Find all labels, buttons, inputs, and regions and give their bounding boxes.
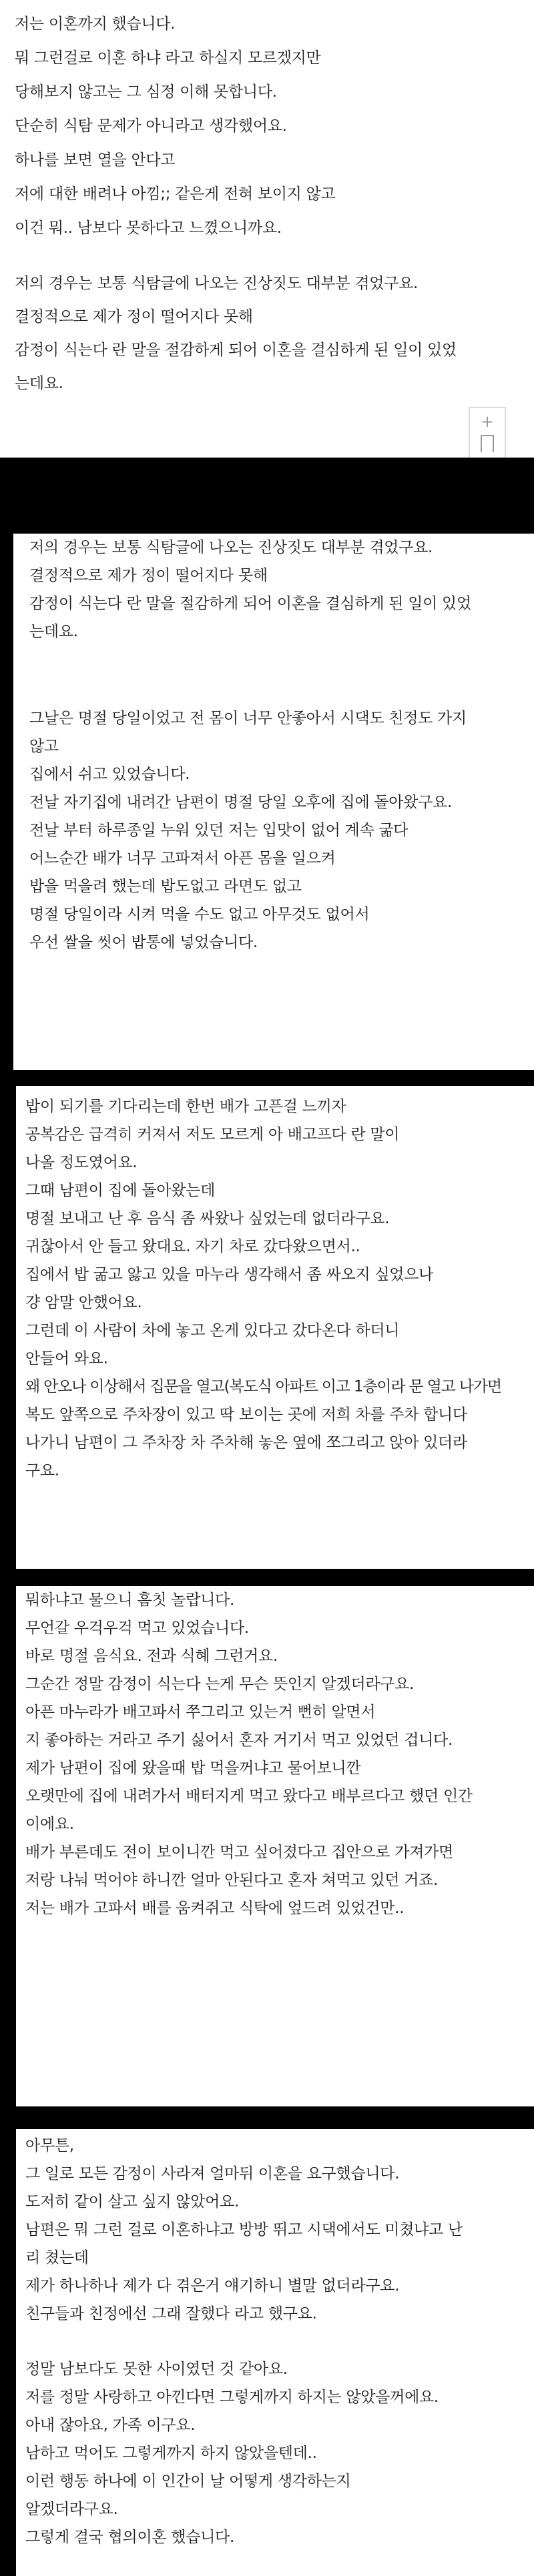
- text-line: 밥을 먹을려 했는데 밥도없고 라면도 없고: [29, 878, 302, 895]
- text-line: 친구들과 친정에선 그래 잘했다 라고 했구요.: [25, 2305, 317, 2323]
- text-line: 나가니 남편이 그 주차장 차 주차해 놓은 옆에 쪼그리고 앉아 있더라: [25, 1434, 467, 1451]
- text-line: 그 일로 모든 감정이 사라져 얼마뒤 이혼을 요구했습니다.: [25, 2165, 400, 2182]
- bookmark-add-button[interactable]: [469, 407, 506, 458]
- text-line: 우선 쌀을 씻어 밥통에 넣었습니다.: [29, 934, 258, 951]
- text-line: 남하고 먹어도 그렇게까지 하지 않았을텐데..: [25, 2445, 317, 2462]
- text-line: 공복감은 급격히 커져서 저도 모르게 아 배고프다 란 말이: [25, 1126, 400, 1143]
- text-line: 걍 암말 안했어요.: [25, 1294, 142, 1311]
- text-line: 저의 경우는 보통 식탐글에 나오는 진상짓도 대부분 겪었구요.: [15, 275, 419, 292]
- text-line: 아내 잖아요, 가족 이구요.: [25, 2417, 196, 2434]
- text-line: 뭐하냐고 물으니 흠칫 놀랍니다.: [25, 1591, 234, 1609]
- text-line: 전날 부터 하루종일 누워 있던 저는 입맛이 없어 계속 굶다: [29, 822, 409, 839]
- text-line: 않고: [29, 738, 59, 755]
- text-line: 아픈 마누라가 배고파서 쭈그리고 있는거 뻔히 알면서: [25, 1704, 376, 1721]
- text-line: 알겠더라구요.: [25, 2501, 118, 2518]
- text-line: 제가 하나하나 제가 다 겪은거 얘기하니 별말 없더라구요.: [25, 2277, 400, 2295]
- text-line: 결정적으로 제가 정이 떨어지다 못해: [15, 308, 253, 326]
- text-line: 오랫만에 집에 내려가서 배터지게 먹고 왔다고 배부르다고 했던 인간: [25, 1788, 473, 1805]
- text-line: 저를 정말 사랑하고 아낀다면 그렇게까지 하지는 않았을꺼에요.: [25, 2389, 439, 2406]
- text-line: 명절 당일이라 시켜 먹을 수도 없고 아무것도 없어서: [29, 906, 370, 923]
- text-line: 당해보지 않고는 그 심정 이해 못합니다.: [15, 83, 277, 101]
- post-panel-2: [13, 534, 534, 1070]
- text-line: 감정이 식는다 란 말을 절감하게 되어 이혼을 결심하게 된 일이 있었: [15, 342, 457, 359]
- text-line: 복도 앞쪽으로 주차장이 있고 딱 보이는 곳에 저희 차를 주차 합니다: [25, 1406, 467, 1423]
- text-line: 감정이 식는다 란 말을 절감하게 되어 이혼을 결심하게 된 일이 있었: [29, 595, 471, 612]
- post-panel-1: [0, 0, 534, 458]
- text-line: 저는 이혼까지 했습니다.: [15, 15, 176, 33]
- text-line: 이런 행동 하나에 이 인간이 날 어떻게 생각하는지: [25, 2473, 351, 2490]
- text-line: 이건 뭐.. 남보다 못하다고 느꼈으니까요.: [15, 219, 282, 237]
- text-line: 는데요.: [29, 623, 78, 640]
- text-line: 하나를 보면 열을 안다고: [15, 151, 176, 169]
- text-line: 집에서 밥 굶고 앓고 있을 마누라 생각해서 좀 싸오지 싶었으나: [25, 1266, 434, 1283]
- post-panel-4: [16, 1586, 534, 2106]
- text-line: 저는 배가 고파서 배를 움켜쥐고 식탁에 엎드려 있었건만..: [25, 1900, 405, 1917]
- text-line: 뭐 그런걸로 이혼 하냐 라고 하실지 모르겠지만: [15, 49, 321, 67]
- plus-icon: +: [480, 412, 495, 431]
- text-line: 집에서 쉬고 있었습니다.: [29, 766, 190, 783]
- text-line: 는데요.: [15, 375, 63, 392]
- text-line: 단순히 식탐 문제가 아니라고 생각했어요.: [15, 117, 287, 135]
- text-line: 나올 정도였어요.: [25, 1154, 138, 1171]
- text-line: 그렇게 결국 협의이혼 했습니다.: [25, 2529, 234, 2546]
- text-line: 도저히 같이 살고 싶지 않았어요.: [25, 2193, 239, 2210]
- bookmark-icon: [481, 435, 494, 452]
- text-line: 그때 남편이 집에 돌아왔는데: [25, 1182, 216, 1199]
- text-line: 어느순간 배가 너무 고파져서 아픈 몸을 일으켜: [29, 850, 336, 867]
- text-line: 귀찮아서 안 들고 왔대요. 자기 차로 갔다왔으면서..: [25, 1238, 360, 1255]
- text-line: 왜 안오나 이상해서 집문을 열고(복도식 아파트 이고 1층이라 문 열고 나가면: [25, 1378, 501, 1395]
- text-line: 안들어 와요.: [25, 1350, 108, 1367]
- text-line: 저랑 나눠 먹어야 하니깐 얼마 안된다고 혼자 쳐먹고 있던 거죠.: [25, 1872, 439, 1889]
- text-line: 저의 경우는 보통 식탐글에 나오는 진상짓도 대부분 겪었구요.: [29, 539, 433, 556]
- text-line: 남편은 뭐 그런 걸로 이혼하냐고 방방 뛰고 시댁에서도 미쳤냐고 난: [25, 2221, 463, 2238]
- text-line: 밥이 되기를 기다리는데 한번 배가 고픈걸 느끼자: [25, 1098, 346, 1115]
- text-line: 결정적으로 제가 정이 떨어지다 못해: [29, 567, 268, 584]
- text-line: 무언갈 우걱우걱 먹고 있었습니다.: [25, 1620, 249, 1637]
- text-line: 리 쳤는데: [25, 2249, 89, 2267]
- text-line: 지 좋아하는 거라고 주기 싫어서 혼자 거기서 먹고 있었던 겁니다.: [25, 1732, 453, 1749]
- text-line: 바로 명절 음식요. 전과 식혜 그런거요.: [25, 1648, 278, 1665]
- text-line: 제가 남편이 집에 왔을때 밥 먹을꺼냐고 물어보니깐: [25, 1760, 361, 1777]
- text-line: 아무튼,: [25, 2137, 74, 2154]
- text-line: 저에 대한 배려나 아낌;; 같은게 전혀 보이지 않고: [15, 185, 336, 203]
- text-line: 전날 자기집에 내려간 남편이 명절 당일 오후에 집에 돌아왔구요.: [29, 794, 452, 811]
- post-panel-3: [16, 1086, 534, 1569]
- text-line: 그순간 정말 감정이 식는다 는게 무슨 뜻인지 알겠더라구요.: [25, 1676, 415, 1693]
- text-line: 그날은 명절 당일이었고 전 몸이 너무 안좋아서 시댁도 친정도 가지: [29, 710, 467, 727]
- text-line: 정말 남보다도 못한 사이였던 것 같아요.: [25, 2361, 288, 2378]
- text-line: 명절 보내고 난 후 음식 좀 싸왔나 싶었는데 없더라구요.: [25, 1210, 390, 1227]
- text-line: 구요.: [25, 1462, 59, 1479]
- text-line: 이에요.: [25, 1816, 74, 1833]
- post-panel-5: [16, 2129, 534, 2576]
- text-line: 배가 부른데도 전이 보이니깐 먹고 싶어졌다고 집안으로 가져가면: [25, 1844, 453, 1861]
- text-line: 그런데 이 사람이 차에 놓고 온게 있다고 갔다온다 하더니: [25, 1322, 400, 1339]
